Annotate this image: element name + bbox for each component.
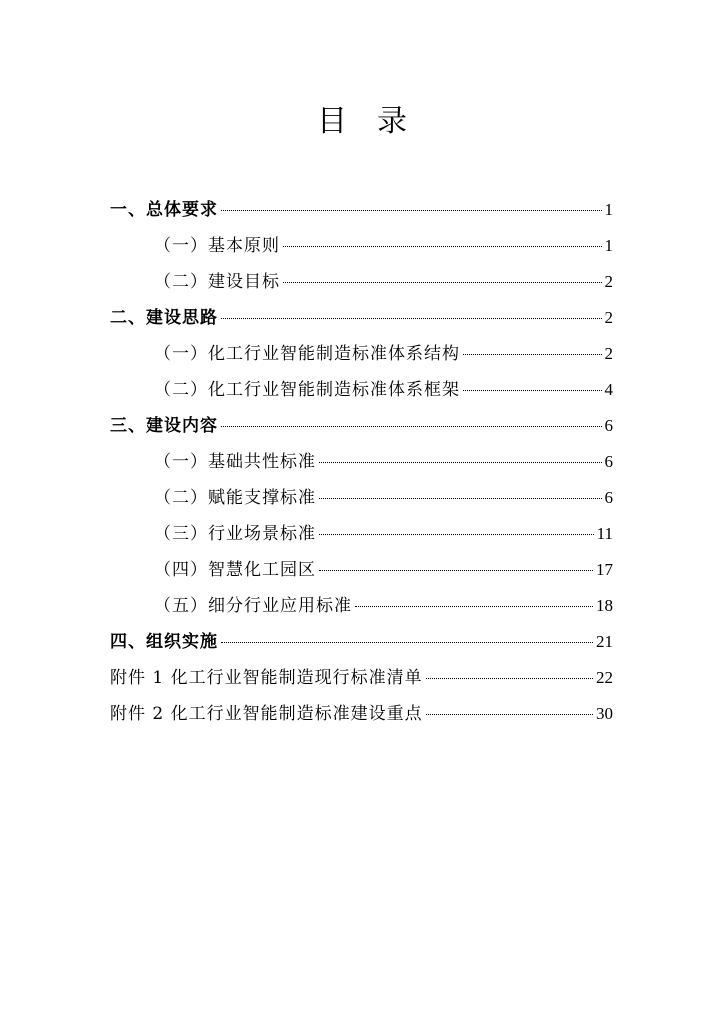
toc-entry-3-2[interactable] [110,484,613,520]
toc-page-number: 1 [604,236,613,255]
toc-entry-3-1[interactable] [110,448,613,484]
toc-entry-1-1[interactable] [110,232,613,268]
toc-page-number: 2 [604,344,613,363]
toc-entry-3-4[interactable] [110,556,613,592]
toc-page-number: 6 [604,488,613,507]
toc-entry-2-2[interactable] [110,376,613,412]
toc-entry-label: （一）基本原则 [154,236,280,256]
toc-entry-label: 附件 2 化工行业智能制造标准建设重点 [110,704,423,724]
toc-entry-label: 三、建设内容 [110,416,218,436]
dot-leader [221,318,602,319]
toc-entry-label: （五）细分行业应用标准 [154,596,352,616]
dot-leader [319,498,602,499]
dot-leader [426,678,593,679]
toc-entry-2-1[interactable] [110,340,613,376]
toc-entry-label: 一、总体要求 [110,200,218,220]
dot-leader [221,426,602,427]
toc-entry-label: 四、组织实施 [110,632,218,652]
toc-page-number: 1 [604,200,613,219]
page-title: 目录 [317,104,437,139]
toc-page-number: 6 [604,452,613,471]
toc-entry-appendix-2[interactable] [110,700,613,736]
toc-entry-appendix-1[interactable] [110,664,613,700]
dot-leader [221,642,593,643]
toc-page-number: 2 [604,272,613,291]
toc-entry-label: 附件 1 化工行业智能制造现行标准清单 [110,668,423,688]
toc-page-number: 4 [604,380,613,399]
toc-entry-section-3[interactable] [110,412,613,448]
toc-page-number: 30 [596,704,613,723]
dot-leader [426,714,593,715]
dot-leader [463,354,602,355]
dot-leader [319,534,594,535]
dot-leader [283,246,602,247]
toc-entry-label: （二）化工行业智能制造标准体系框架 [154,380,460,400]
dot-leader [283,282,602,283]
toc-page-number: 17 [596,560,613,579]
toc-entry-label: （一）化工行业智能制造标准体系结构 [154,344,460,364]
toc-page-number: 18 [596,596,613,615]
toc-page-number: 6 [604,416,613,435]
toc-entry-1-2[interactable] [110,268,613,304]
dot-leader [319,462,602,463]
toc-page-number: 21 [596,632,613,651]
dot-leader [463,390,602,391]
dot-leader [355,606,593,607]
toc-entry-label: （一）基础共性标准 [154,452,316,472]
toc-entry-label: 二、建设思路 [110,308,218,328]
toc-entry-label: （三）行业场景标准 [154,524,316,544]
dot-leader [319,570,593,571]
dot-leader [221,210,602,211]
toc-entry-3-3[interactable] [110,520,613,556]
toc-entry-section-4[interactable] [110,628,613,664]
toc-page-number: 2 [604,308,613,327]
toc-entry-label: （二）赋能支撑标准 [154,488,316,508]
table-of-contents [110,196,613,736]
toc-entry-3-5[interactable] [110,592,613,628]
toc-page-number: 22 [596,668,613,687]
toc-page-number: 11 [596,524,613,543]
toc-entry-label: （四）智慧化工园区 [154,560,316,580]
toc-entry-section-1[interactable] [110,196,613,232]
toc-entry-label: （二）建设目标 [154,272,280,292]
toc-entry-section-2[interactable] [110,304,613,340]
